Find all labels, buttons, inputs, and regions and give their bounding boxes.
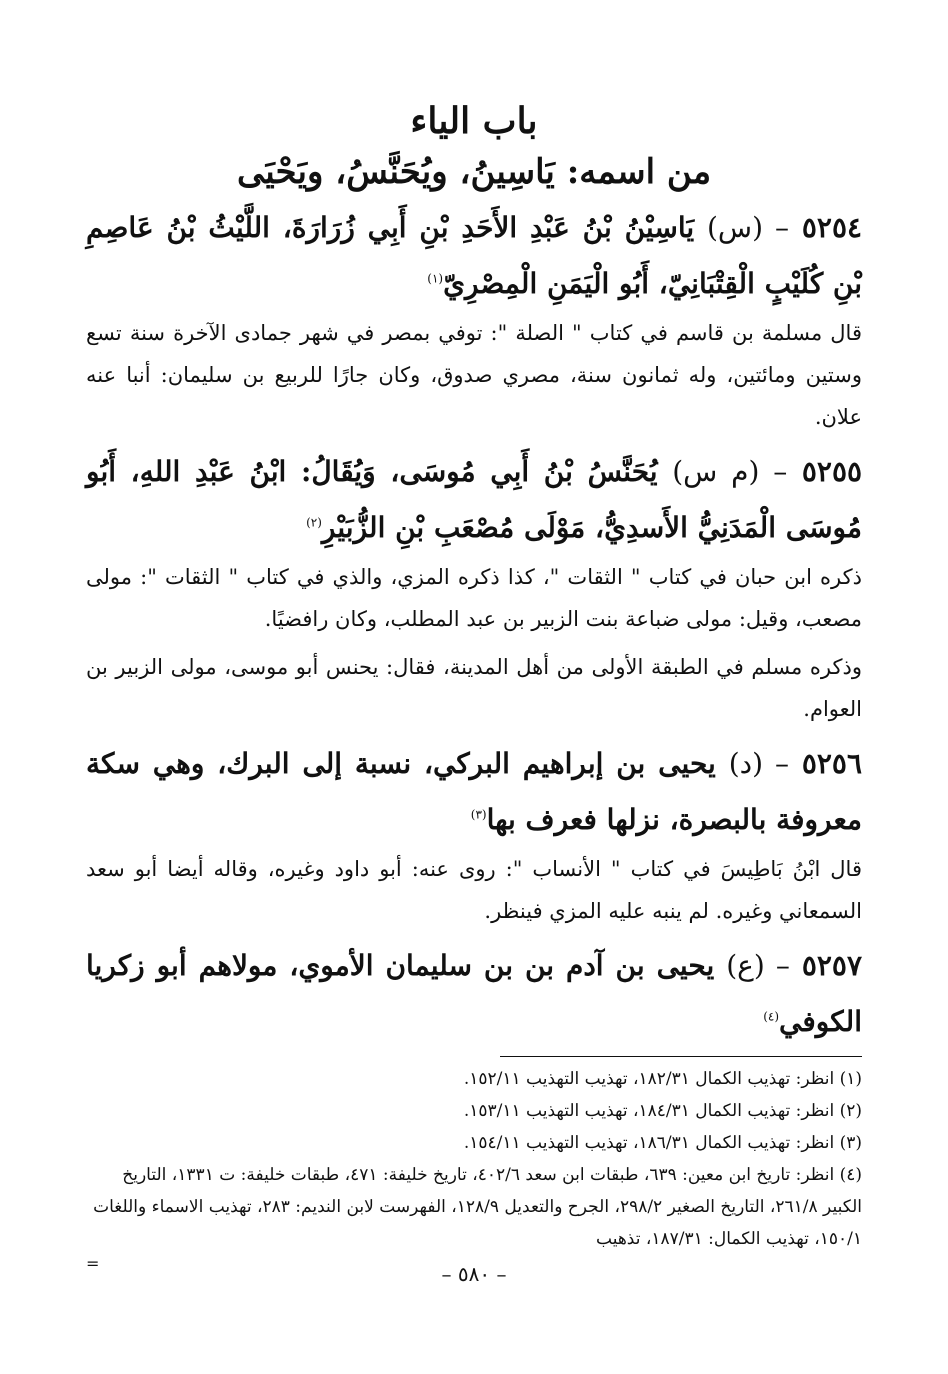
entry-name: يحيى بن آدم بن بن سليمان الأموي، مولاهم أبو زكريا الكوفي — [86, 949, 862, 1038]
footnote-item: (٤) انظر: تاريخ ابن معين: ٦٣٩، طبقات ابن سعد ٤٠٢/٦، تاريخ خليفة: ٤٧١، طبقات خليفة: ت ١٣٣١، التاريخ الكبير ٢٦١/٨، التاريخ الصغير ٢٩٨/٢، الجرح والتعديل ١٢٨/٩، الفهرست لابن النديم: ٢٨٣، تهذيب الاسماء واللغات ١٥٠/١، تهذيب الكمال: ١٨٧/٣١، تذهيب — [93, 1165, 862, 1249]
entry-heading — [86, 736, 862, 848]
footnote-ref[interactable]: (٣) — [470, 807, 487, 822]
entry-paragraph: قال مسلمة بن قاسم في كتاب " الصلة ": توفي بمصر في شهر جمادى الآخرة سنة تسع وستين ومائتين، وله ثمانون سنة، مصري صدوق، وكان جارًا للربيع بن سليمان: أنبا عنه علان. — [86, 321, 862, 429]
entry-number: ٥٢٥٦ — [801, 747, 862, 780]
entry-symbol: – (م س) — [672, 455, 788, 488]
entry — [86, 938, 862, 1050]
entry-paragraph: قال ابْنُ بَاطِيسَ في كتاب " الأنساب ": روى عنه: أبو داود وغيره، وقاله أيضا أبو سعد السمعاني وغيره. لم ينبه عليه المزي فينظر. — [86, 857, 862, 923]
footnote-ref[interactable]: (١) — [427, 271, 444, 286]
entry-number: ٥٢٥٥ — [801, 455, 863, 488]
entry-name: يحيى بن إبراهيم البركي، نسبة إلى البرك، وهي سكة معروفة بالبصرة، نزلها فعرف بها — [86, 747, 862, 836]
page-number: – ٥٨٠ – — [441, 1262, 507, 1286]
footnote-ref[interactable]: (٢) — [306, 515, 322, 530]
footnote-item: (٢) انظر: تهذيب الكمال ١٨٤/٣١، تهذيب التهذيب ١٥٣/١١. — [463, 1101, 862, 1121]
footnote-item: (٣) انظر: تهذيب الكمال ١٨٦/٣١، تهذيب التهذيب ١٥٤/١١. — [463, 1133, 862, 1153]
entry-heading — [86, 444, 862, 556]
entry-heading — [86, 200, 862, 312]
entry — [86, 200, 862, 438]
entry-symbol: – (د) — [728, 747, 789, 780]
entry-paragraph: ذكره ابن حبان في كتاب " الثقات "، كذا ذكره المزي، والذي في كتاب " الثقات ": مولى مصعب، وقيل: مولى ضباعة بنت الزبير بن عبد المطلب، وكان رافضيًا. — [86, 565, 862, 631]
footnotes-list — [86, 1063, 862, 1255]
entry-name: يُحَنَّسُ بْنُ أَبِي مُوسَى، وَيُقَالُ: ابْنُ عَبْدِ اللهِ، أَبُو مُوسَى الْمَدَنِيُّ الأَسدِيُّ، مَوْلَى مُصْعَبِ بْنِ الزُّبَيْرِ — [86, 455, 862, 544]
section-subtitle: من اسمه: يَاسِينُ، ويُحَنَّسُ، ويَحْيَى — [236, 152, 712, 192]
entry-symbol: – (ع) — [726, 949, 790, 982]
entry-heading — [86, 938, 862, 1050]
entry-number: ٥٢٥٧ — [801, 949, 862, 982]
entry — [86, 444, 862, 730]
entry — [86, 736, 862, 932]
entry-symbol: – (س) — [706, 211, 790, 244]
footnote-item: (١) انظر: تهذيب الكمال ١٨٢/٣١، تهذيب التهذيب ١٥٢/١١. — [463, 1069, 862, 1089]
entry-number: ٥٢٥٤ — [801, 211, 863, 244]
chapter-title: باب الياء — [410, 100, 538, 142]
continuation-mark: = — [86, 1254, 100, 1273]
footnote-divider — [500, 1056, 862, 1057]
footnote-ref[interactable]: (٤) — [763, 1009, 780, 1024]
entry-paragraph: وذكره مسلم في الطبقة الأولى من أهل المدينة، فقال: يحنس أبو موسى، مولى الزبير بن العوام. — [86, 655, 862, 721]
entry-name: يَاسِيْنُ بْنُ عَبْدِ الأَحَدِ بْنِ أَبِي زُرَارَةَ، اللَّيْثُ بْنُ عَاصِمِ بْنِ كُلَيْبٍ الْقِتْبَانِيّ، أَبُو الْيَمَنِ الْمِصْرِيّ — [86, 211, 862, 300]
